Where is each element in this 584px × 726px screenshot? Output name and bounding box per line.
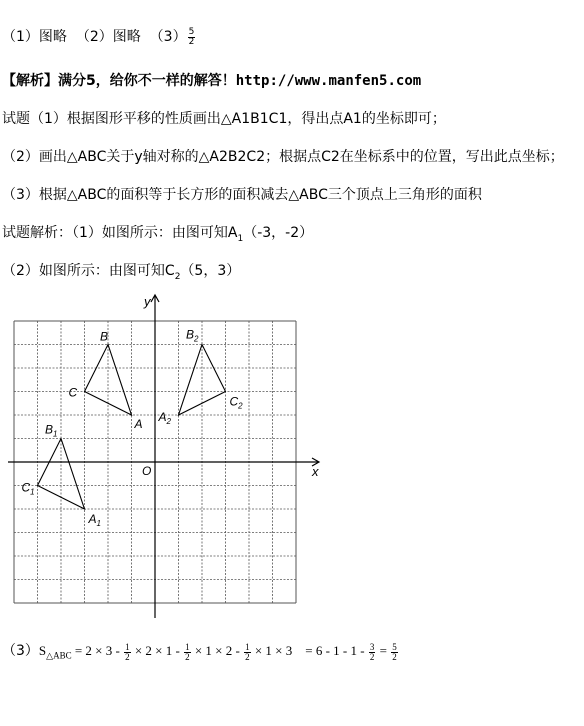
analysis-line-3: （3）根据△ABC的面积等于长方形的面积减去△ABC三个顶点上三角形的面积 <box>2 187 482 203</box>
x-axis-label: x <box>312 464 319 479</box>
vertex-label-c: C <box>68 385 78 400</box>
solution-line-2: （2）如图所示：由图可知$C_2(5$，3） <box>2 263 241 282</box>
vertex-label-a: A <box>134 417 143 431</box>
solution-line-1: 试题解析：（1）如图所示：由图可知$A_1(-3$，-2） <box>2 225 314 244</box>
vertex-label-c1: $C_1$ <box>21 480 35 497</box>
area-formula: $(3)S_{\triangle ABC} = 2 \times 3$ - $\frac{1}{2}$ × 2 × 1 - $\frac{1}{2}$ × 1 × 2 - $\frac{1}{2}$ × 1 × 3 = 6 - 1 - 1 - $\frac{3}{2}$ = $\frac{5}{2}$ <box>2 641 397 662</box>
origin-label: O <box>142 464 152 478</box>
analysis-header <box>2 70 421 90</box>
answer-3: （3） <box>149 29 187 45</box>
analysis-line-1: 试题（1）根据图形平移的性质画出△A1B1C1，得出点A1的坐标即可； <box>2 111 446 127</box>
analysis-title: 【解析】满分5，给你不一样的解答！ <box>2 73 236 89</box>
triangle-a1b1c1 <box>38 439 85 510</box>
triangle-a2b2c2 <box>179 345 226 416</box>
triangle-abc <box>85 345 132 416</box>
answer-line <box>2 26 196 47</box>
vertex-label-a1: $A_1$ <box>88 512 101 528</box>
answer-1: （1）图略 <box>2 29 67 45</box>
y-axis-label: y <box>144 294 151 309</box>
coordinate-grid-figure <box>0 290 330 620</box>
vertex-label-a2: $A_2$ <box>158 410 171 426</box>
vertex-label-b2: $B_2$ <box>186 327 199 344</box>
site-url[interactable]: http://www.manfen5.com <box>235 73 422 89</box>
vertex-labels <box>22 328 244 529</box>
answer-2: （2）图略 <box>75 29 141 45</box>
vertex-label-b1: $B_1$ <box>45 422 58 439</box>
vertex-label-b: B <box>100 329 109 344</box>
vertex-label-c2: $C_2$ <box>229 394 243 411</box>
analysis-line-2: （2）画出△ABC关于y轴对称的△A2B2C2；根据点C2在坐标系中的位置，写出此点坐标； <box>2 149 564 165</box>
answer-3-fraction: $\frac{5}{2}$ <box>188 26 195 47</box>
